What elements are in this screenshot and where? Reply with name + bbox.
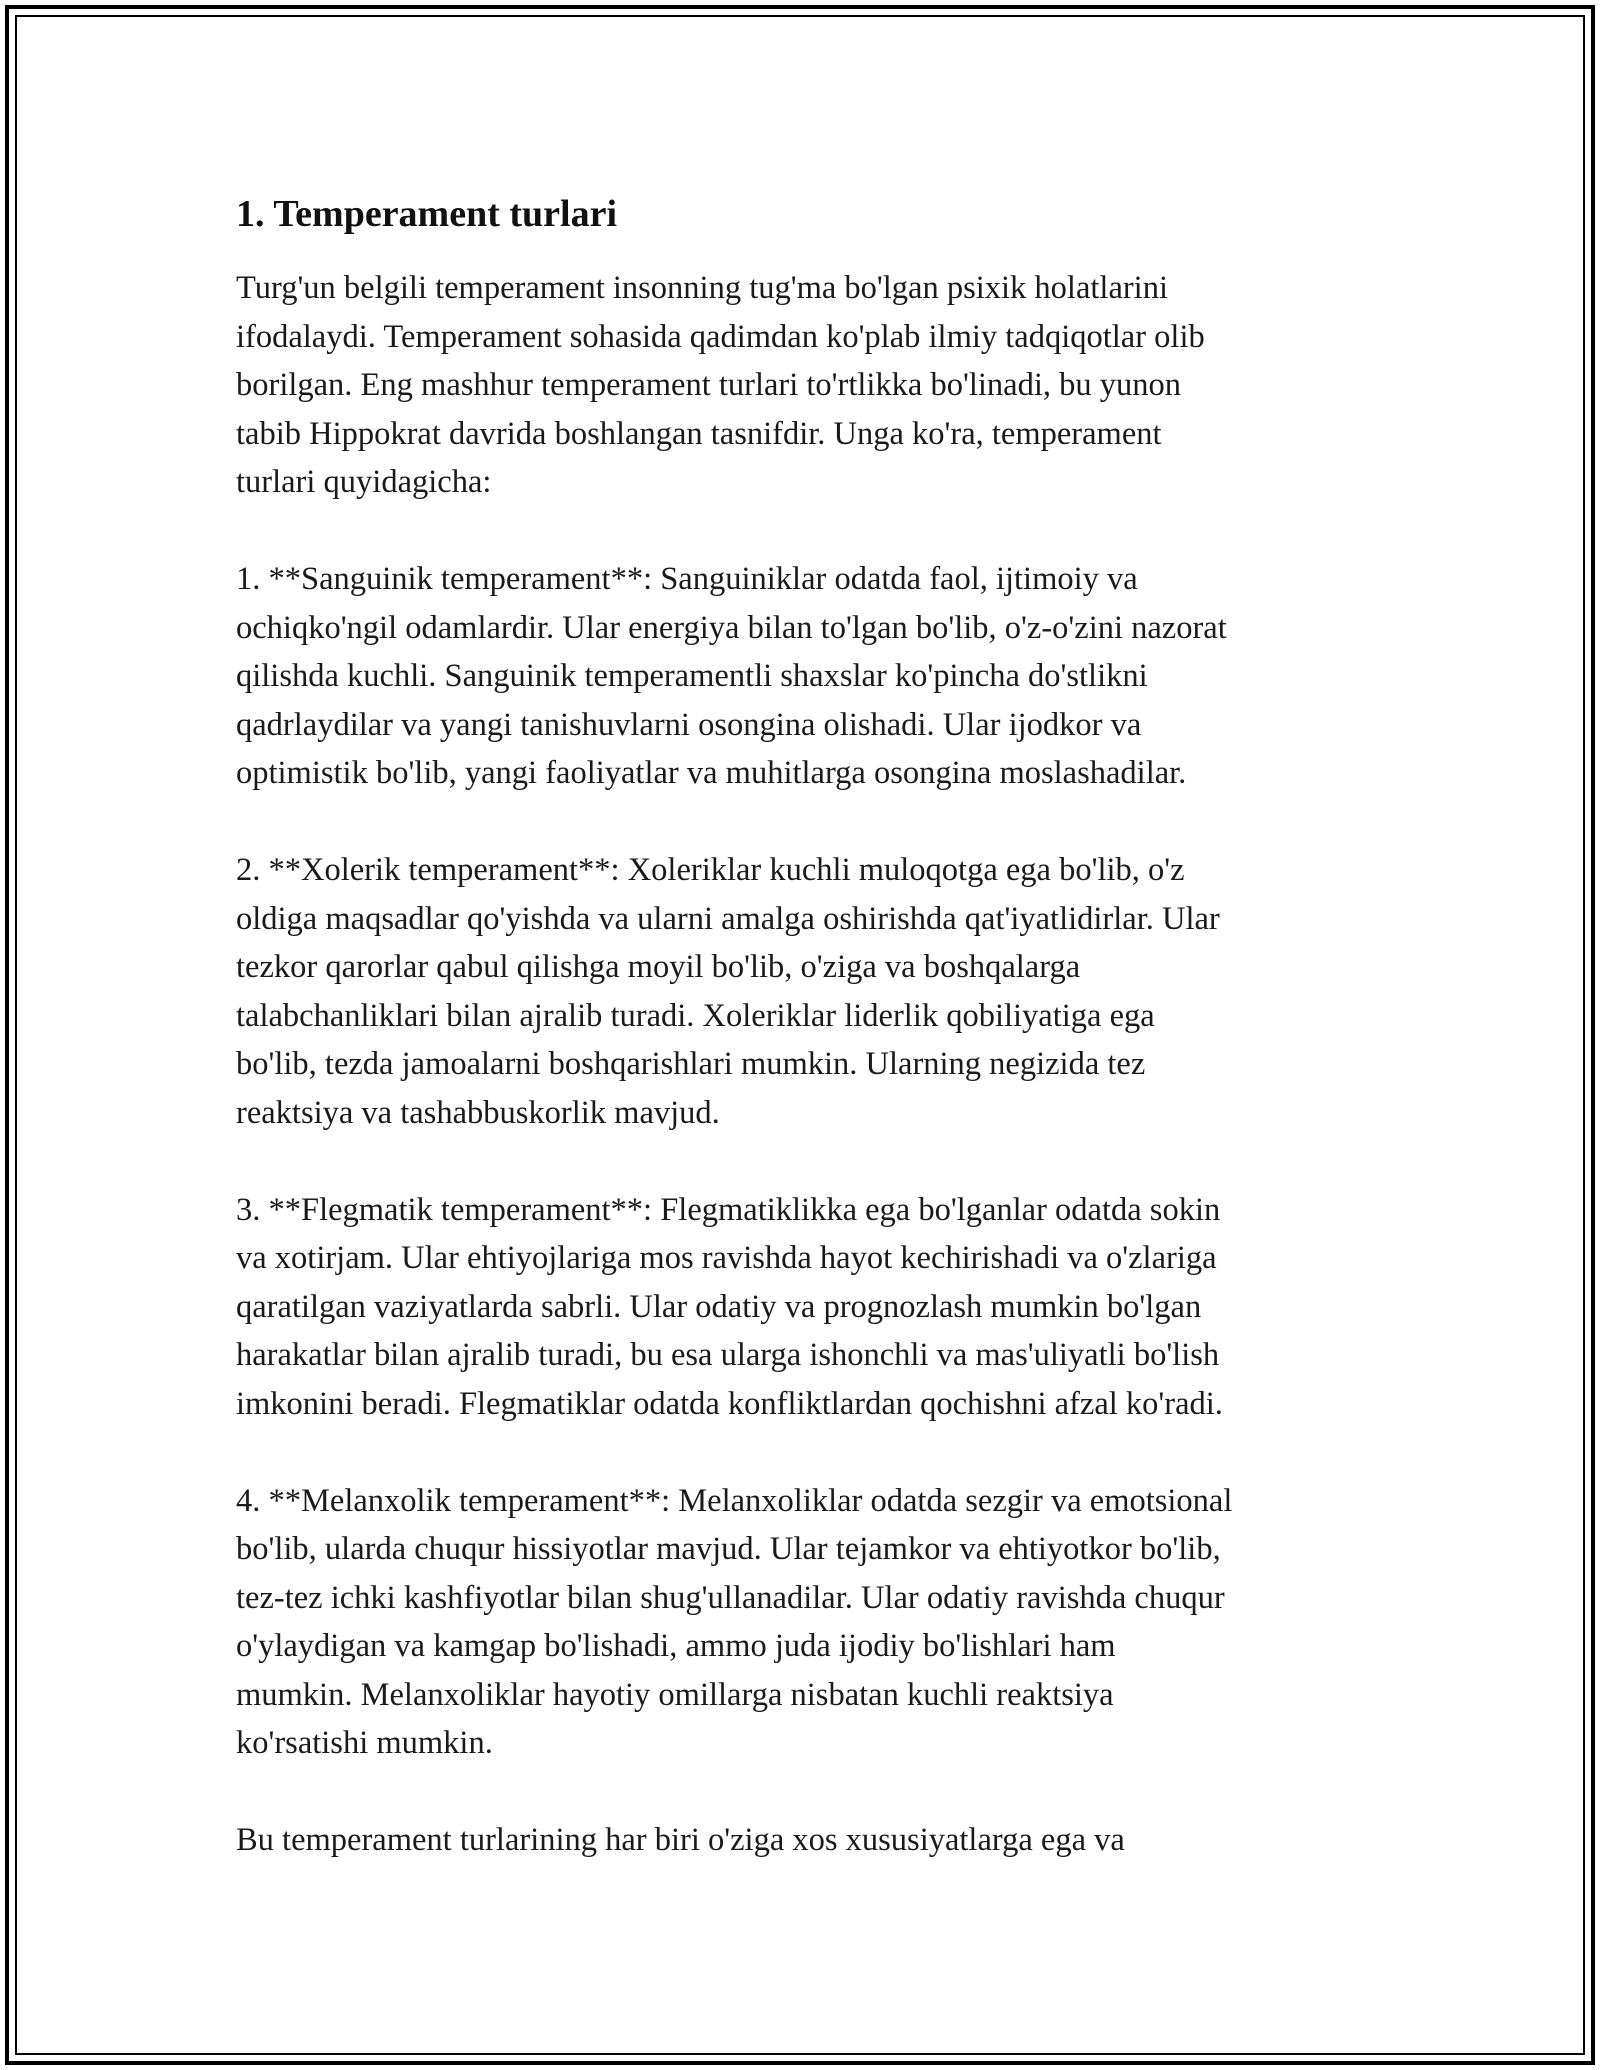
paragraph-intro: Turg'un belgili temperament insonning tug'ma bo'lgan psixik holatlarini ifodalaydi. Temperament sohasida qadimdan ko'plab ilmiy tadqiqotlar olib borilgan. Eng mashhur temperament turlari to'rtlikka bo'linadi, bu yunon tabib Hippokrat davrida boshlangan tasnifdir. Unga ko'ra, temperament turlari quyidagicha: [236, 270, 1205, 500]
document-title: 1. Temperament turlari [236, 193, 618, 235]
paragraph-sanguinik: 1. **Sanguinik temperament**: Sanguiniklar odatda faol, ijtimoiy va ochiqko'ngil odamlardir. Ular energiya bilan to'lgan bo'lib, o'z-o'zini nazorat qilishda kuchli. Sanguinik temperamentli shaxslar ko'pincha do'stlikni qadrlaydilar va yangi tanishuvlarni osongina olishadi. Ular ijodkor va optimistik bo'lib, yangi faoliyatlar va muhitlarga osongina moslashadilar. [236, 561, 1227, 791]
paragraph-conclusion: Bu temperament turlarining har biri o'ziga xos xususiyatlarga ega va [236, 1822, 1125, 1858]
paragraph-flegmatik: 3. **Flegmatik temperament**: Flegmatiklikka ega bo'lganlar odatda sokin va xotirjam. Ular ehtiyojlariga mos ravishda hayot kechirishadi va o'zlariga qaratilgan vaziyatlarda sabrli. Ular odatiy va prognozlash mumkin bo'lgan harakatlar bilan ajralib turadi, bu esa ularga ishonchli va mas'uliyatli bo'lish imkonini beradi. Flegmatiklar odatda konfliktlardan qochishni afzal ko'radi. [236, 1191, 1223, 1422]
paragraph-xolerik: 2. **Xolerik temperament**: Xoleriklar kuchli muloqotga ega bo'lib, o'z oldiga maqsadlar qo'yishda va ularni amalga oshirishda qat'iyatlidirlar. Ular tezkor qarorlar qabul qilishga moyil bo'lib, o'ziga va boshqalarga talabchanliklari bilan ajralib turadi. Xoleriklar liderlik qobiliyatiga ega bo'lib, tezda jamoalarni boshqarishlari mumkin. Ularning negizida tez reaktsiya va tashabbuskorlik mavjud. [236, 852, 1220, 1131]
document-body [236, 190, 1376, 1913]
paragraph-melanxolik: 4. **Melanxolik temperament**: Melanxoliklar odatda sezgir va emotsional bo'lib, ularda chuqur hissiyotlar mavjud. Ular tejamkor va ehtiyotkor bo'lib, tez-tez ichki kashfiyotlar bilan shug'ullanadilar. Ular odatiy ravishda chuqur o'ylaydigan va kamgap bo'lishadi, ammo juda ijodiy bo'lishlari ham mumkin. Melanxoliklar hayotiy omillarga nisbatan kuchli reaktsiya ko'rsatishi mumkin. [236, 1482, 1233, 1761]
